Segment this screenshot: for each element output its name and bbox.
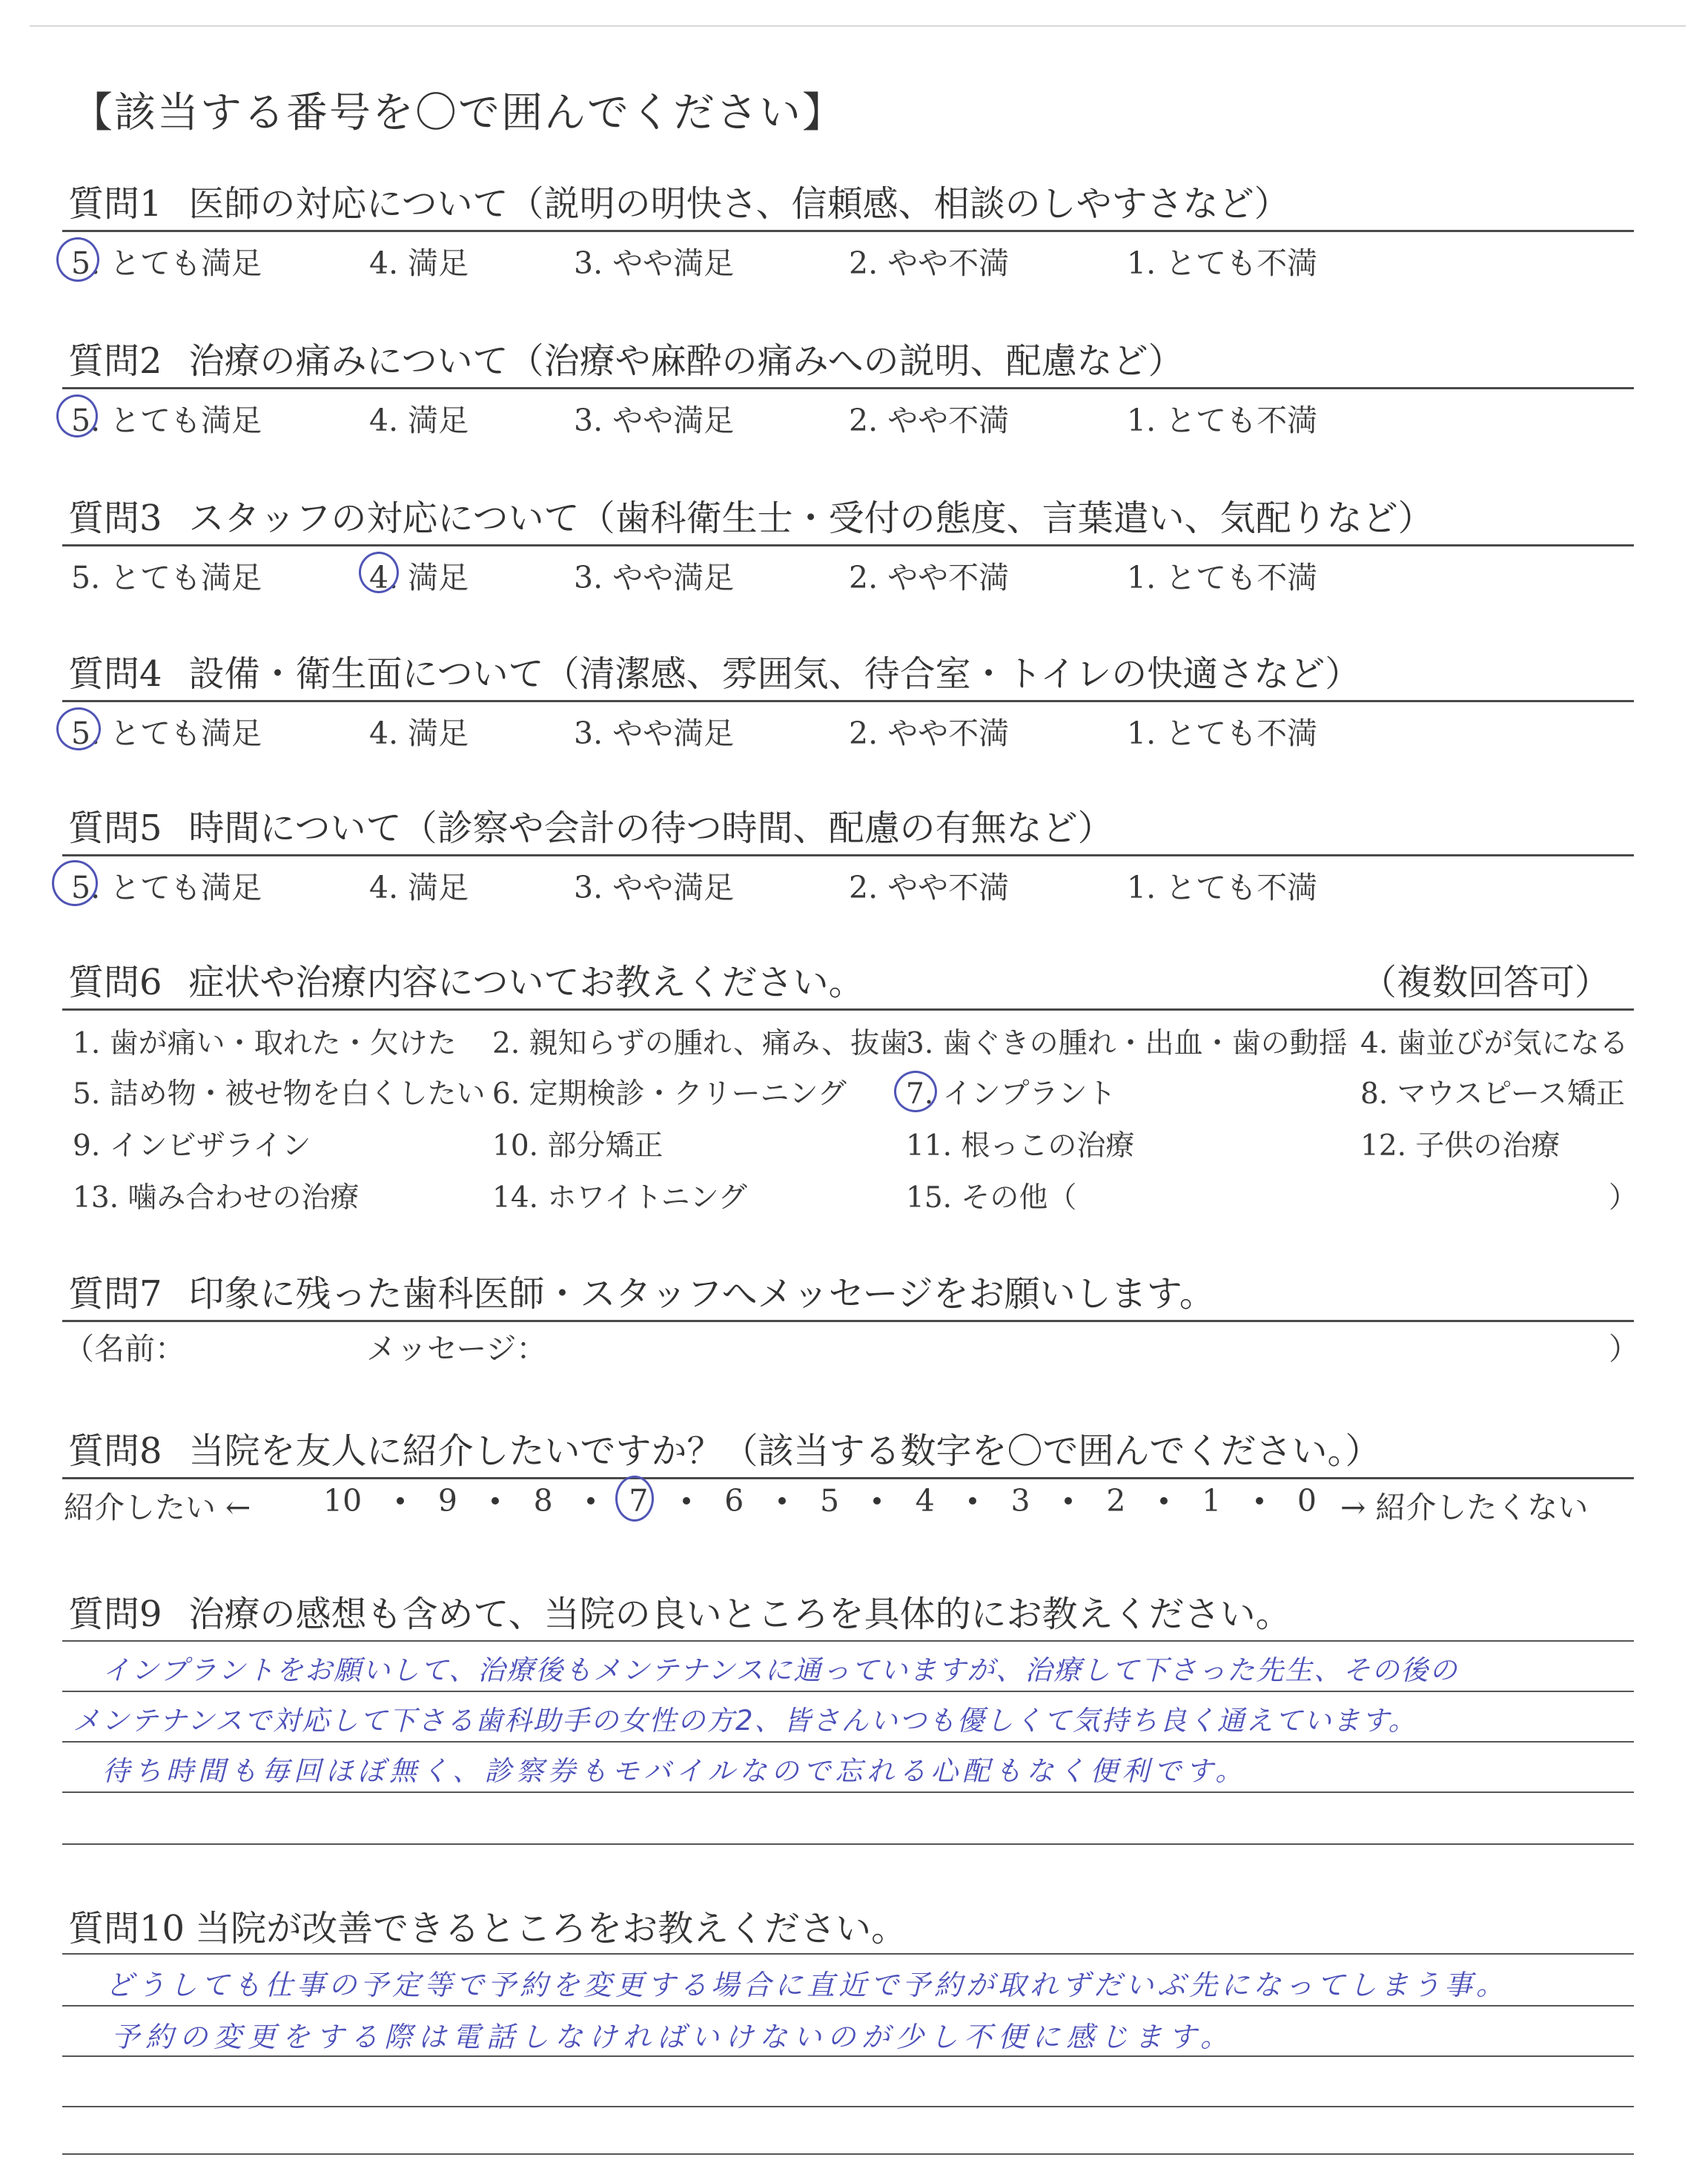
q8-number-9[interactable]: 9 bbox=[437, 1483, 457, 1519]
q3-option-3[interactable]: 3. やや満足 bbox=[574, 560, 735, 595]
q8-heading bbox=[68, 1422, 1381, 1473]
q10-heading bbox=[68, 1900, 907, 1951]
q8-number-2[interactable]: 2 bbox=[1106, 1483, 1126, 1519]
q3-option-2[interactable]: 2. やや不満 bbox=[849, 560, 1010, 595]
q2-option-5[interactable]: 5. とても満足 bbox=[71, 403, 262, 438]
q2-option-2[interactable]: 2. やや不満 bbox=[849, 403, 1010, 438]
q7-text: 印象に残った歯科医師・スタッフへメッセージをお願いします。 bbox=[188, 1273, 1215, 1315]
q5-rule bbox=[62, 854, 1634, 856]
q5-option-4[interactable]: 4. 満足 bbox=[369, 870, 469, 905]
q5-label: 質問5 bbox=[68, 807, 162, 849]
q6-option-7[interactable]: 7. インプラント bbox=[906, 1077, 1116, 1111]
q3-option-4[interactable]: 4. 満足 bbox=[369, 560, 469, 595]
q9-answer-text-1: インプラントをお願いして、治療後もメンテナンスに通っていますが、治療して下さった先生、その後の bbox=[102, 1654, 1459, 1686]
q6-option-5[interactable]: 5. 詰め物・被せ物を白くしたい bbox=[73, 1077, 486, 1111]
q6-label: 質問6 bbox=[68, 962, 162, 1003]
q4-option-4[interactable]: 4. 満足 bbox=[369, 716, 469, 751]
q8-scale bbox=[323, 1483, 1317, 1519]
q8-number-7[interactable]: 7 bbox=[629, 1483, 649, 1519]
q10-answer-text-1: どうしても仕事の予定等で予約を変更する場合に直近で予約が取れずだいぶ先になってしまう事。 bbox=[105, 1969, 1509, 2001]
q9-label: 質問9 bbox=[68, 1593, 162, 1635]
q2-heading bbox=[68, 332, 1184, 383]
q6-option-10[interactable]: 10. 部分矯正 bbox=[492, 1129, 663, 1163]
q8-separator-dot bbox=[873, 1497, 881, 1505]
q6-other-close: ） bbox=[1609, 1181, 1638, 1215]
q8-number-5[interactable]: 5 bbox=[819, 1483, 840, 1519]
q4-heading bbox=[68, 645, 1360, 696]
q10-answer-line-5 bbox=[62, 2153, 1634, 2155]
q5-heading bbox=[68, 799, 1113, 851]
q2-option-4[interactable]: 4. 満足 bbox=[369, 403, 469, 438]
q6-option-14[interactable]: 14. ホワイトニング bbox=[492, 1181, 747, 1215]
q7-heading bbox=[68, 1265, 1215, 1316]
q1-option-1[interactable]: 1. とても不満 bbox=[1127, 245, 1318, 281]
q2-label: 質問2 bbox=[68, 340, 162, 382]
q5-option-5[interactable]: 5. とても満足 bbox=[71, 870, 262, 905]
q6-option-15[interactable]: 15. その他（ bbox=[906, 1181, 1077, 1215]
q4-selection-circle bbox=[56, 707, 101, 750]
q1-option-5[interactable]: 5. とても満足 bbox=[71, 245, 262, 281]
q6-option-1[interactable]: 1. 歯が痛い・取れた・欠けた bbox=[73, 1027, 457, 1060]
q10-answer-line-3 bbox=[62, 2055, 1634, 2057]
q2-selection-circle bbox=[56, 394, 98, 437]
q1-option-2[interactable]: 2. やや不満 bbox=[849, 245, 1010, 281]
q9-answer-line-3 bbox=[62, 1741, 1634, 1743]
q10-text: 当院が改善できるところをお教えください。 bbox=[195, 1908, 907, 1949]
q8-separator-dot bbox=[397, 1497, 404, 1505]
q8-label: 質問8 bbox=[68, 1430, 162, 1472]
q8-text: 当院を友人に紹介したいですか？（該当する数字を〇で囲んでください。） bbox=[188, 1430, 1381, 1472]
q8-left-label: 紹介したい ← bbox=[64, 1490, 251, 1525]
q3-label: 質問3 bbox=[68, 498, 162, 539]
q9-answer-text-3: 待ち時間も毎回ほぼ無く、診察券もモバイルなので忘れる心配もなく便利です。 bbox=[102, 1755, 1248, 1787]
q3-selection-circle bbox=[359, 552, 399, 593]
q4-text: 設備・衛生面について（清潔感、雰囲気、待合室・トイレの快適さなど） bbox=[188, 653, 1361, 695]
q2-rule bbox=[62, 387, 1634, 389]
q6-option-11[interactable]: 11. 根っこの治療 bbox=[906, 1129, 1135, 1163]
q7-message-label: メッセージ： bbox=[366, 1331, 547, 1367]
q7-name-label: （名前： bbox=[64, 1331, 185, 1367]
q8-number-4[interactable]: 4 bbox=[915, 1483, 935, 1519]
q9-answer-line-2 bbox=[62, 1691, 1634, 1692]
q10-answer-line-4 bbox=[62, 2106, 1634, 2107]
q2-option-1[interactable]: 1. とても不満 bbox=[1127, 403, 1318, 438]
q3-text: スタッフの対応について（歯科衛生士・受付の態度、言葉遣い、気配りなど） bbox=[188, 498, 1434, 539]
q8-number-6[interactable]: 6 bbox=[724, 1483, 744, 1519]
q6-multiple-note: （複数回答可） bbox=[1361, 962, 1611, 1003]
q9-answer-line-4 bbox=[62, 1791, 1634, 1793]
q10-label: 質問10 bbox=[68, 1908, 185, 1949]
q4-rule bbox=[62, 700, 1634, 702]
q10-answer-line-2 bbox=[62, 2005, 1634, 2007]
q8-separator-dot bbox=[1160, 1497, 1168, 1505]
q3-heading bbox=[68, 489, 1434, 541]
q7-label: 質問7 bbox=[68, 1273, 162, 1315]
q8-number-0[interactable]: 0 bbox=[1297, 1483, 1317, 1519]
q6-option-9[interactable]: 9. インビザライン bbox=[73, 1129, 311, 1163]
q5-text: 時間について（診察や会計の待つ時間、配慮の有無など） bbox=[188, 807, 1113, 849]
q1-rule bbox=[62, 230, 1634, 232]
q6-option-13[interactable]: 13. 噛み合わせの治療 bbox=[73, 1181, 360, 1215]
q4-option-2[interactable]: 2. やや不満 bbox=[849, 716, 1010, 751]
q8-separator-dot bbox=[969, 1497, 976, 1505]
q2-option-3[interactable]: 3. やや満足 bbox=[574, 403, 735, 438]
q10-answer-text-2: 予約の変更をする際は電話しなければいけないのが少し不便に感じます。 bbox=[111, 2021, 1234, 2053]
q8-number-10[interactable]: 10 bbox=[323, 1483, 363, 1519]
q1-text: 医師の対応について（説明の明快さ、信頼感、相談のしやすさなど） bbox=[188, 183, 1290, 225]
q8-number-3[interactable]: 3 bbox=[1010, 1483, 1030, 1519]
q10-answer-line-1 bbox=[62, 1953, 1634, 1955]
q9-text: 治療の感想も含めて、当院の良いところを具体的にお教えください。 bbox=[188, 1593, 1291, 1635]
q6-option-3[interactable]: 3. 歯ぐきの腫れ・出血・歯の動揺 bbox=[906, 1027, 1348, 1060]
q5-option-2[interactable]: 2. やや不満 bbox=[849, 870, 1010, 905]
q7-close: ） bbox=[1609, 1331, 1639, 1367]
q4-option-3[interactable]: 3. やや満足 bbox=[574, 716, 735, 751]
q9-answer-text-2: メンテナンスで対応して下さる歯科助手の女性の方2、皆さんいつも優しくて気持ち良く通えています。 bbox=[73, 1705, 1417, 1737]
q8-selection-circle bbox=[615, 1476, 654, 1522]
page-title: 【該当する番号を〇で囲んでください】 bbox=[71, 89, 845, 137]
q3-option-1[interactable]: 1. とても不満 bbox=[1127, 560, 1318, 595]
q2-text: 治療の痛みについて（治療や麻酔の痛みへの説明、配慮など） bbox=[188, 340, 1184, 382]
q8-right-label: → 紹介したくない bbox=[1340, 1490, 1589, 1525]
q4-label: 質問4 bbox=[68, 653, 162, 695]
q6-option-6[interactable]: 6. 定期検診・クリーニング bbox=[492, 1077, 847, 1111]
q6-option-4[interactable]: 4. 歯並びが気になる bbox=[1360, 1027, 1629, 1060]
q6-rule bbox=[62, 1008, 1634, 1011]
q1-option-3[interactable]: 3. やや満足 bbox=[574, 245, 735, 281]
q1-option-4[interactable]: 4. 満足 bbox=[369, 245, 469, 281]
q9-heading bbox=[68, 1585, 1291, 1636]
q8-separator-dot bbox=[1065, 1497, 1072, 1505]
q8-separator-dot bbox=[1256, 1497, 1263, 1505]
q9-answer-line-5 bbox=[62, 1843, 1634, 1845]
q6-option-8[interactable]: 8. マウスピース矯正 bbox=[1360, 1077, 1625, 1111]
q5-option-1[interactable]: 1. とても不満 bbox=[1127, 870, 1318, 905]
q4-option-1[interactable]: 1. とても不満 bbox=[1127, 716, 1318, 751]
q1-selection-circle bbox=[56, 237, 99, 282]
q8-separator-dot bbox=[683, 1497, 690, 1505]
q5-option-3[interactable]: 3. やや満足 bbox=[574, 870, 735, 905]
q8-separator-dot bbox=[587, 1497, 595, 1505]
q8-separator-dot bbox=[778, 1497, 786, 1505]
q7-rule bbox=[62, 1320, 1634, 1322]
q6-text: 症状や治療内容についてお教えください。 bbox=[188, 962, 864, 1003]
q4-option-5[interactable]: 5. とても満足 bbox=[71, 716, 262, 751]
q3-option-5[interactable]: 5. とても満足 bbox=[71, 560, 262, 595]
q1-heading bbox=[68, 175, 1290, 226]
q8-separator-dot bbox=[491, 1497, 499, 1505]
q6-option-12[interactable]: 12. 子供の治療 bbox=[1360, 1129, 1560, 1163]
q6-option-2[interactable]: 2. 親知らずの腫れ、痛み、抜歯 bbox=[492, 1027, 909, 1060]
q8-number-8[interactable]: 8 bbox=[533, 1483, 553, 1519]
q9-answer-line-1 bbox=[62, 1640, 1634, 1642]
q8-rule bbox=[62, 1477, 1634, 1479]
q8-number-1[interactable]: 1 bbox=[1202, 1483, 1222, 1519]
q6-selection-circle bbox=[894, 1071, 937, 1112]
page-top-border bbox=[30, 25, 1686, 27]
q5-selection-circle bbox=[52, 860, 98, 906]
q6-heading bbox=[68, 954, 864, 1005]
q1-label: 質問1 bbox=[68, 183, 162, 225]
q3-rule bbox=[62, 544, 1634, 546]
